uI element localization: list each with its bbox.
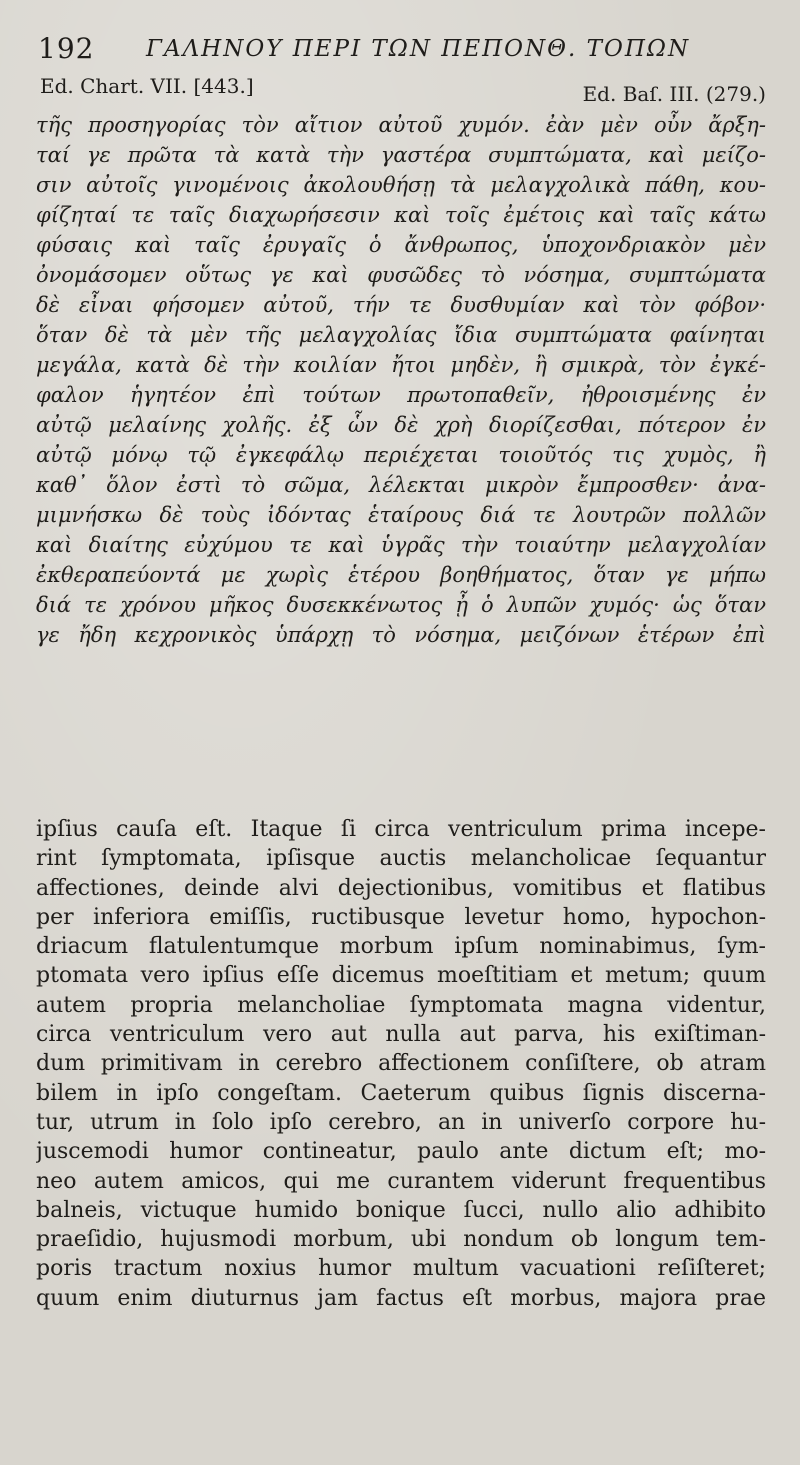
greek-text-line: φύσαις καὶ ταῖς ἐρυγαῖς ὁ ἄνθρωπος, ὑποχονδριακὸν μὲν: [36, 233, 766, 257]
greek-text-line: μιμνήσκω δὲ τοὺς ἰδόντας ἑταίρους διά τε λουτρῶν πολλῶν: [36, 503, 766, 527]
greek-text-line: διά τε χρόνου μῆκος δυσεκκένωτος ᾖ ὁ λυπῶν χυμός· ὡς ὅταν: [36, 593, 766, 617]
latin-text-line: tur, utrum in ſolo ipſo cerebro, an in univerſo corpore hu-: [36, 1109, 766, 1135]
latin-text-line: per inferiora emiſſis, ructibusque levetur homo, hypochon-: [36, 904, 766, 930]
greek-text-line: αὐτῷ μόνῳ τῷ ἐγκεφάλῳ περιέχεται τοιοῦτός τις χυμὸς, ἢ: [36, 443, 766, 467]
latin-text-block: [36, 815, 766, 1313]
edition-reference-left: Ed. Chart. VII. [443.]: [40, 74, 254, 98]
latin-text-line: bilem in ipſo congeſtam. Caeterum quibus ſignis discerna-: [36, 1080, 766, 1106]
greek-text-line: φαλον ἡγητέον ἐπὶ τούτων πρωτοπαθεῖν, ἠθροισμένης ἐν: [36, 383, 766, 407]
greek-text-line: μεγάλα, κατὰ δὲ τὴν κοιλίαν ἤτοι μηδὲν, ἢ σμικρὰ, τὸν ἐγκέ-: [36, 353, 766, 377]
latin-text-line: poris tractum noxius humor multum vacuationi reſiſteret;: [36, 1256, 766, 1282]
latin-text-line: quum enim diuturnus jam factus eſt morbus, majora prae: [36, 1285, 766, 1311]
latin-text-line: praeſidio, hujusmodi morbum, ubi nondum ob longum tem-: [36, 1227, 766, 1253]
latin-text-line: neo autem amicos, qui me curantem viderunt frequentibus: [36, 1168, 766, 1194]
greek-text-line: σιν αὐτοῖς γινομένοις ἀκολουθήσῃ τὰ μελαγχολικὰ πάθη, κου-: [36, 173, 766, 197]
latin-text-line: dum primitivam in cerebro affectionem conſiſtere, ob atram: [36, 1051, 766, 1077]
greek-text-line: αὐτῷ μελαίνης χολῆς. ἐξ ὧν δὲ χρὴ διορίζεσθαι, πότερον ἐν: [36, 413, 766, 437]
page-header: [36, 30, 764, 70]
latin-text-line: ipſius cauſa eſt. Itaque ſi circa ventriculum prima incepe-: [36, 817, 766, 842]
latin-text-line: juscemodi humor contineatur, paulo ante dictum eſt; mo-: [36, 1139, 766, 1165]
latin-text-line: driacum flatulentumque morbum ipſum nominabimus, ſym-: [36, 934, 766, 960]
latin-text-line: autem propria melancholiae ſymptomata magna videntur,: [36, 992, 766, 1018]
latin-text-line: ptomata vero ipſius eſſe dicemus moeſtitiam et metum; quum: [36, 963, 766, 989]
edition-reference-right: Ed. Baſ. III. (279.): [582, 82, 766, 106]
running-title: ΓΑΛΗΝΟΥ ΠΕΡΙ ΤΩΝ ΠΕΠΟΝΘ. ΤΟΠΩΝ: [146, 36, 691, 62]
greek-text-line: ἐκθεραπεύοντά με χωρὶς ἑτέρου βοηθήματος, ὅταν γε μήπω: [36, 563, 766, 587]
page-number: 192: [38, 32, 95, 65]
latin-text-line: affectiones, deinde alvi dejectionibus, vomitibus et flatibus: [36, 875, 766, 901]
greek-text-line: ταί γε πρῶτα τὰ κατὰ τὴν γαστέρα συμπτώματα, καὶ μείζο-: [36, 143, 766, 167]
greek-text-line: καθ᾽ ὅλον ἐστὶ τὸ σῶμα, λέλεκται μικρὸν ἔμπροσθεν· ἀνα-: [36, 473, 766, 497]
latin-text-line: balneis, victuque humido bonique ſucci, nullo alio adhibito: [36, 1197, 766, 1223]
greek-text-line: ὅταν δὲ τὰ μὲν τῆς μελαγχολίας ἴδια συμπτώματα φαίνηται: [36, 323, 766, 347]
greek-text-line: τῆς προσηγορίας τὸν αἴτιον αὐτοῦ χυμόν. ἐὰν μὲν οὖν ἄρξη-: [36, 113, 766, 137]
greek-text-line: φίζηταί τε ταῖς διαχωρήσεσιν καὶ τοῖς ἐμέτοις καὶ ταῖς κάτω: [36, 203, 766, 227]
greek-text-block: [36, 110, 766, 650]
greek-text-line: δὲ εἶναι φήσομεν αὐτοῦ, τήν τε δυσθυμίαν καὶ τὸν φόβον·: [36, 293, 766, 317]
greek-text-line: καὶ διαίτης εὐχύμου τε καὶ ὑγρᾶς τὴν τοιαύτην μελαγχολίαν: [36, 533, 766, 557]
latin-text-line: rint ſymptomata, ipſisque auctis melancholicae ſequantur: [36, 846, 766, 872]
greek-text-line: γε ἤδη κεχρονικὸς ὑπάρχῃ τὸ νόσημα, μειζόνων ἑτέρων ἐπὶ: [36, 623, 766, 647]
latin-text-line: circa ventriculum vero aut nulla aut parva, his exiſtiman-: [36, 1022, 766, 1048]
greek-text-line: ὀνομάσομεν οὕτως γε καὶ φυσῶδες τὸ νόσημα, συμπτώματα: [36, 263, 766, 287]
